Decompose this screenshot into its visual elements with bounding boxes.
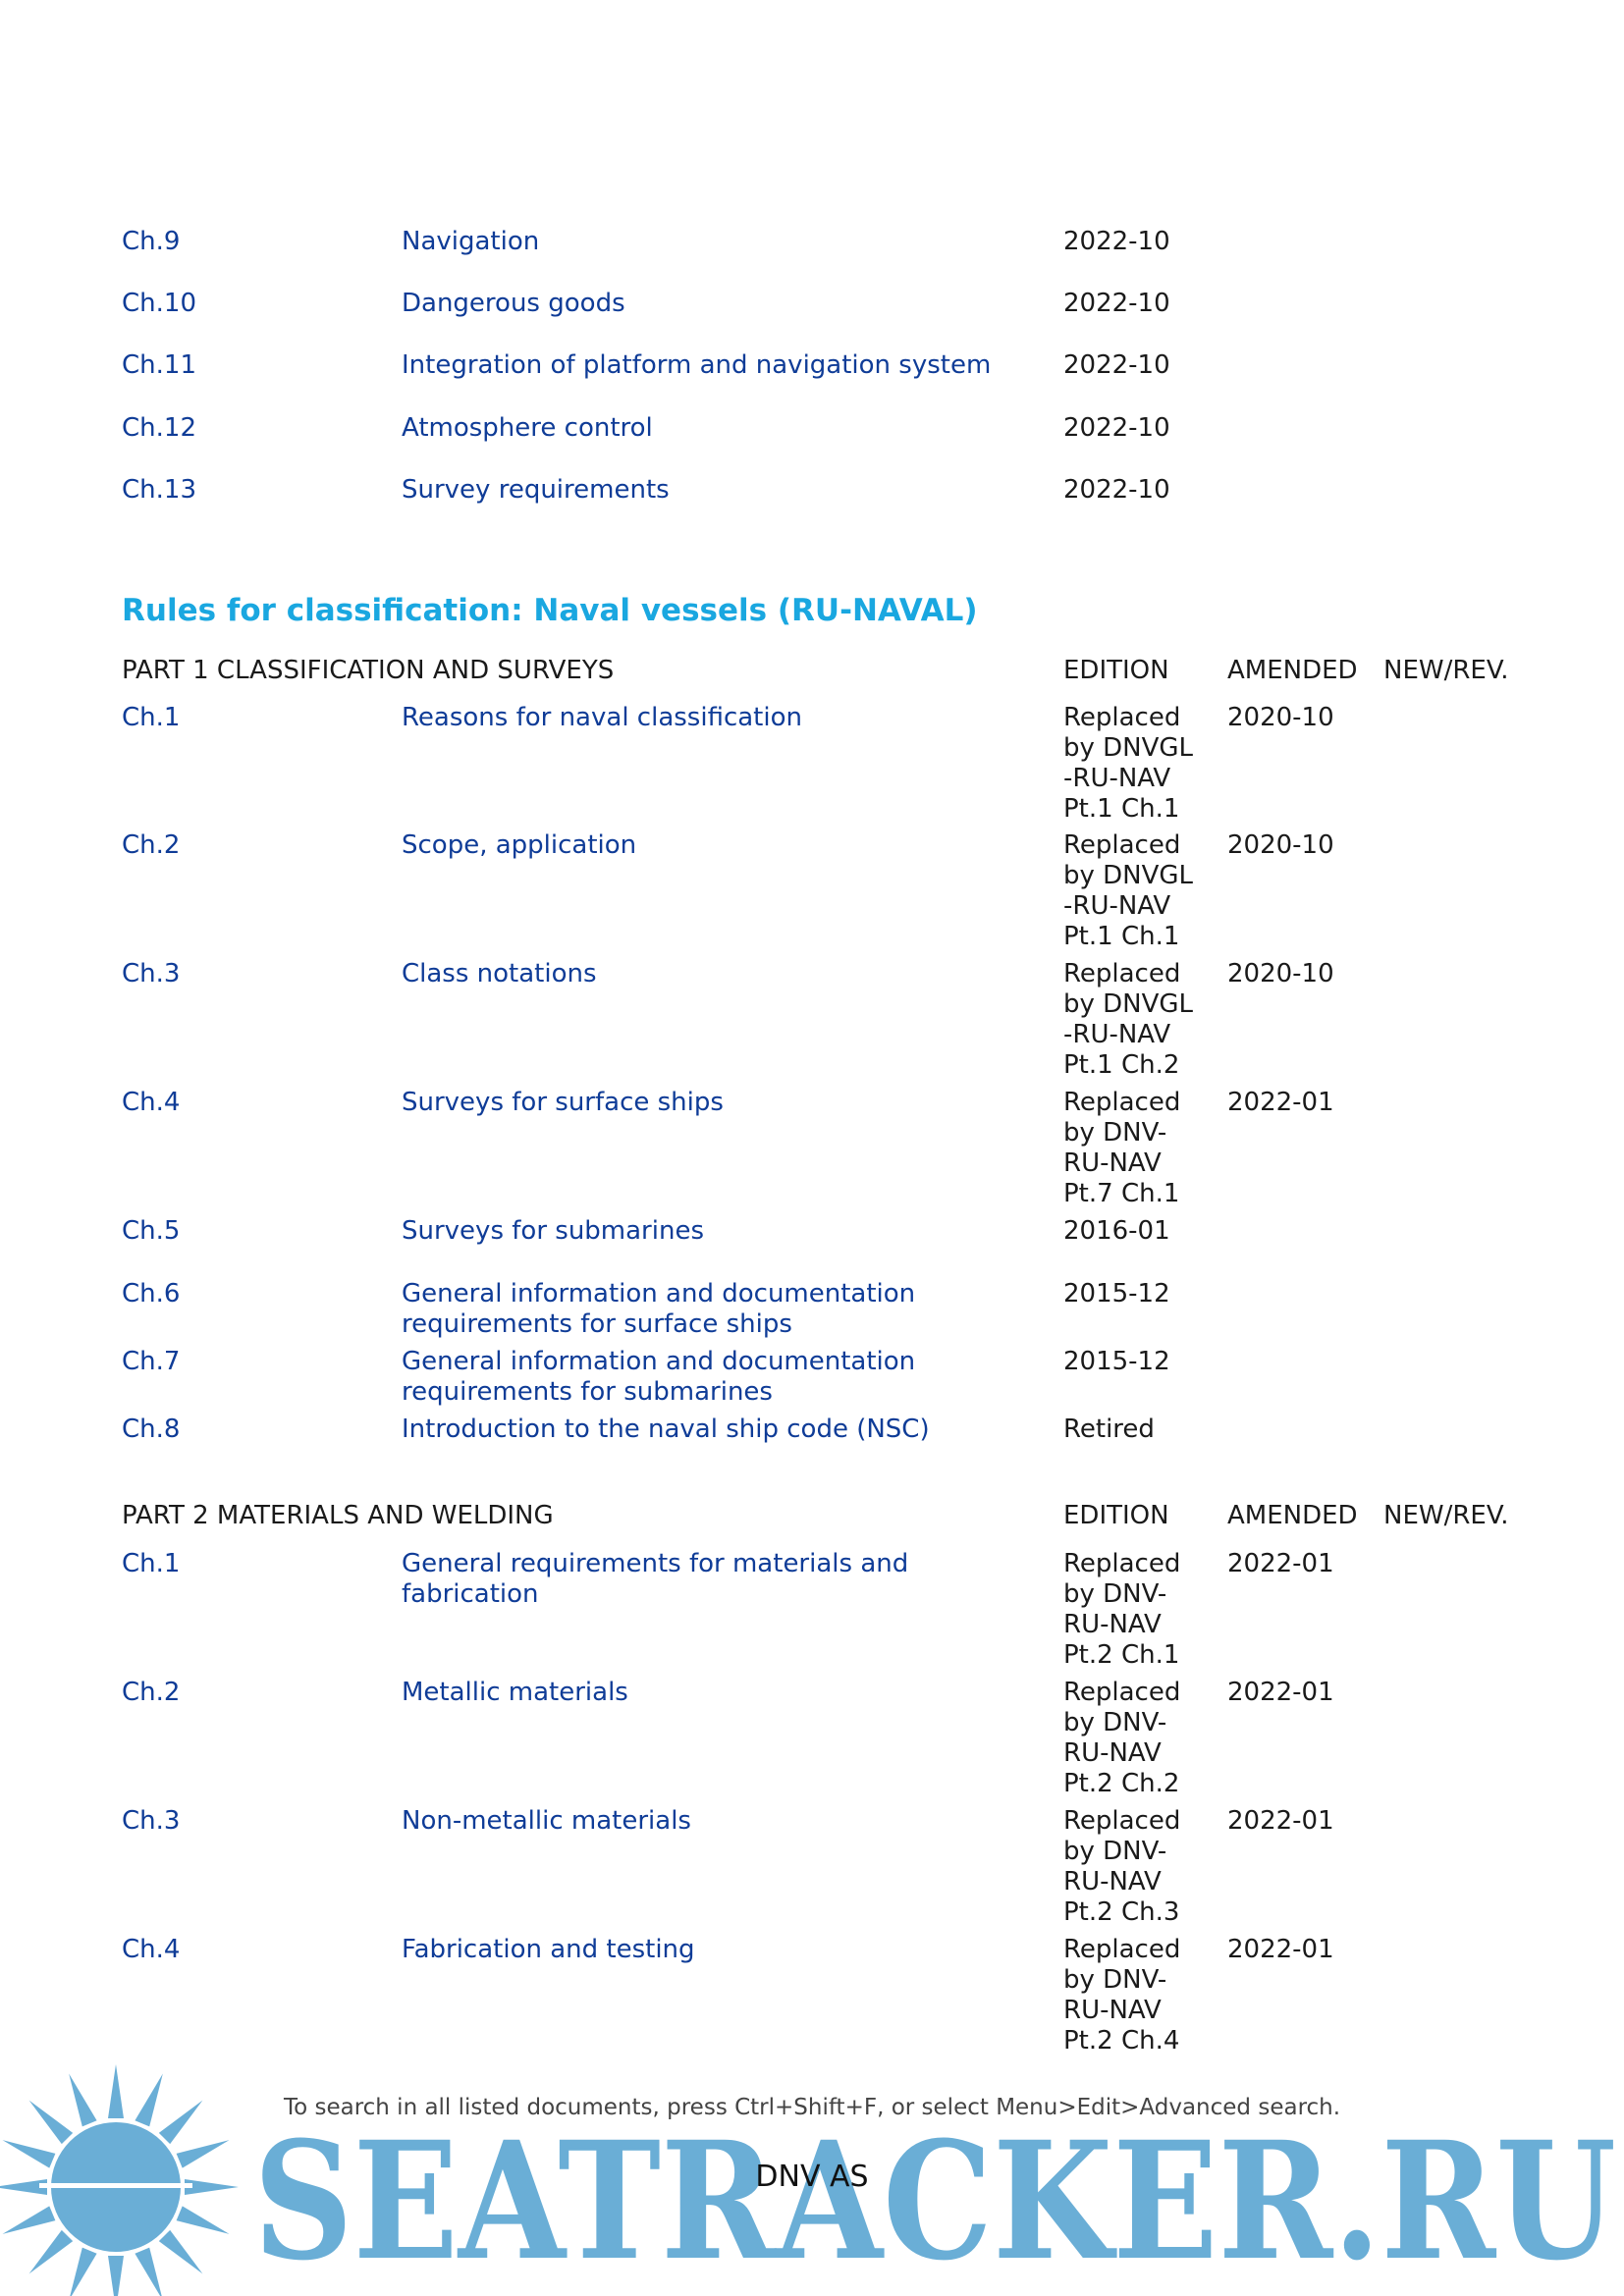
edition-value: Retired [1063, 1415, 1155, 1444]
edition-value: 2015-12 [1063, 1279, 1170, 1308]
column-header-newrev: NEW/REV. [1383, 1501, 1509, 1530]
edition-value: 2022-10 [1063, 289, 1170, 318]
edition-value: Replaced by DNV- RU-NAV Pt.2 Ch.4 [1063, 1935, 1181, 2056]
edition-value: Replaced by DNVGL -RU-NAV Pt.1 Ch.1 [1063, 830, 1194, 951]
watermark-text: SEATRACKER.RU [253, 2106, 1616, 2296]
part-heading: PART 1 CLASSIFICATION AND SURVEYS [122, 656, 615, 685]
chapter-link[interactable]: Ch.11 [122, 350, 196, 380]
chapter-title-link[interactable]: General information and documentation requirements for submarines [402, 1347, 916, 1407]
amended-value: 2022-01 [1227, 1935, 1334, 1964]
column-header-edition: EDITION [1063, 1501, 1169, 1530]
chapter-title-link[interactable]: General requirements for materials and fabrication [402, 1549, 909, 1609]
column-header-amended: AMENDED [1227, 1501, 1358, 1530]
amended-value: 2020-10 [1227, 959, 1334, 988]
chapter-title-link[interactable]: Surveys for submarines [402, 1216, 704, 1246]
chapter-title-link[interactable]: Fabrication and testing [402, 1935, 695, 1964]
amended-value: 2022-01 [1227, 1549, 1334, 1578]
chapter-link[interactable]: Ch.7 [122, 1347, 181, 1376]
chapter-link[interactable]: Ch.8 [122, 1415, 181, 1444]
edition-value: Replaced by DNV- RU-NAV Pt.7 Ch.1 [1063, 1088, 1181, 1208]
chapter-title-link[interactable]: Class notations [402, 959, 597, 988]
chapter-title-link[interactable]: Atmosphere control [402, 413, 653, 443]
edition-value: 2016-01 [1063, 1216, 1170, 1246]
chapter-link[interactable]: Ch.6 [122, 1279, 181, 1308]
amended-value: 2020-10 [1227, 830, 1334, 860]
chapter-title-link[interactable]: Integration of platform and navigation system [402, 350, 992, 380]
edition-value: 2022-10 [1063, 350, 1170, 380]
amended-value: 2022-01 [1227, 1806, 1334, 1836]
chapter-title-link[interactable]: Scope, application [402, 830, 637, 860]
amended-value: 2022-01 [1227, 1678, 1334, 1707]
chapter-link[interactable]: Ch.3 [122, 959, 181, 988]
section-title: Rules for classification: Naval vessels (RU-NAVAL) [122, 593, 978, 628]
chapter-title-link[interactable]: Introduction to the naval ship code (NSC) [402, 1415, 930, 1444]
column-header-amended: AMENDED [1227, 656, 1358, 685]
edition-value: Replaced by DNVGL -RU-NAV Pt.1 Ch.1 [1063, 703, 1194, 824]
column-header-edition: EDITION [1063, 656, 1169, 685]
edition-value: Replaced by DNVGL -RU-NAV Pt.1 Ch.2 [1063, 959, 1194, 1080]
search-hint: To search in all listed documents, press Ctrl+Shift+F, or select Menu>Edit>Advanced search. [283, 2095, 1341, 2120]
edition-value: 2022-10 [1063, 413, 1170, 443]
chapter-title-link[interactable]: Surveys for surface ships [402, 1088, 724, 1117]
edition-value: 2022-10 [1063, 227, 1170, 256]
chapter-link[interactable]: Ch.3 [122, 1806, 181, 1836]
amended-value: 2020-10 [1227, 703, 1334, 732]
edition-value: Replaced by DNV- RU-NAV Pt.2 Ch.3 [1063, 1806, 1181, 1927]
part-heading: PART 2 MATERIALS AND WELDING [122, 1501, 554, 1530]
amended-value: 2022-01 [1227, 1088, 1334, 1117]
chapter-link[interactable]: Ch.12 [122, 413, 196, 443]
chapter-link[interactable]: Ch.1 [122, 703, 181, 732]
edition-value: 2022-10 [1063, 475, 1170, 505]
chapter-link[interactable]: Ch.9 [122, 227, 181, 256]
chapter-link[interactable]: Ch.4 [122, 1088, 181, 1117]
chapter-title-link[interactable]: Non-metallic materials [402, 1806, 691, 1836]
chapter-link[interactable]: Ch.5 [122, 1216, 181, 1246]
column-header-newrev: NEW/REV. [1383, 656, 1509, 685]
chapter-link[interactable]: Ch.4 [122, 1935, 181, 1964]
chapter-title-link[interactable]: Metallic materials [402, 1678, 628, 1707]
edition-value: Replaced by DNV- RU-NAV Pt.2 Ch.2 [1063, 1678, 1181, 1798]
chapter-link[interactable]: Ch.13 [122, 475, 196, 505]
chapter-title-link[interactable]: General information and documentation requirements for surface ships [402, 1279, 916, 1339]
company-name: DNV AS [755, 2160, 869, 2194]
edition-value: Replaced by DNV- RU-NAV Pt.2 Ch.1 [1063, 1549, 1181, 1670]
chapter-link[interactable]: Ch.1 [122, 1549, 181, 1578]
chapter-link[interactable]: Ch.2 [122, 830, 181, 860]
chapter-title-link[interactable]: Navigation [402, 227, 540, 256]
edition-value: 2015-12 [1063, 1347, 1170, 1376]
chapter-title-link[interactable]: Survey requirements [402, 475, 670, 505]
chapter-title-link[interactable]: Dangerous goods [402, 289, 625, 318]
chapter-title-link[interactable]: Reasons for naval classification [402, 703, 802, 732]
chapter-link[interactable]: Ch.10 [122, 289, 196, 318]
chapter-link[interactable]: Ch.2 [122, 1678, 181, 1707]
